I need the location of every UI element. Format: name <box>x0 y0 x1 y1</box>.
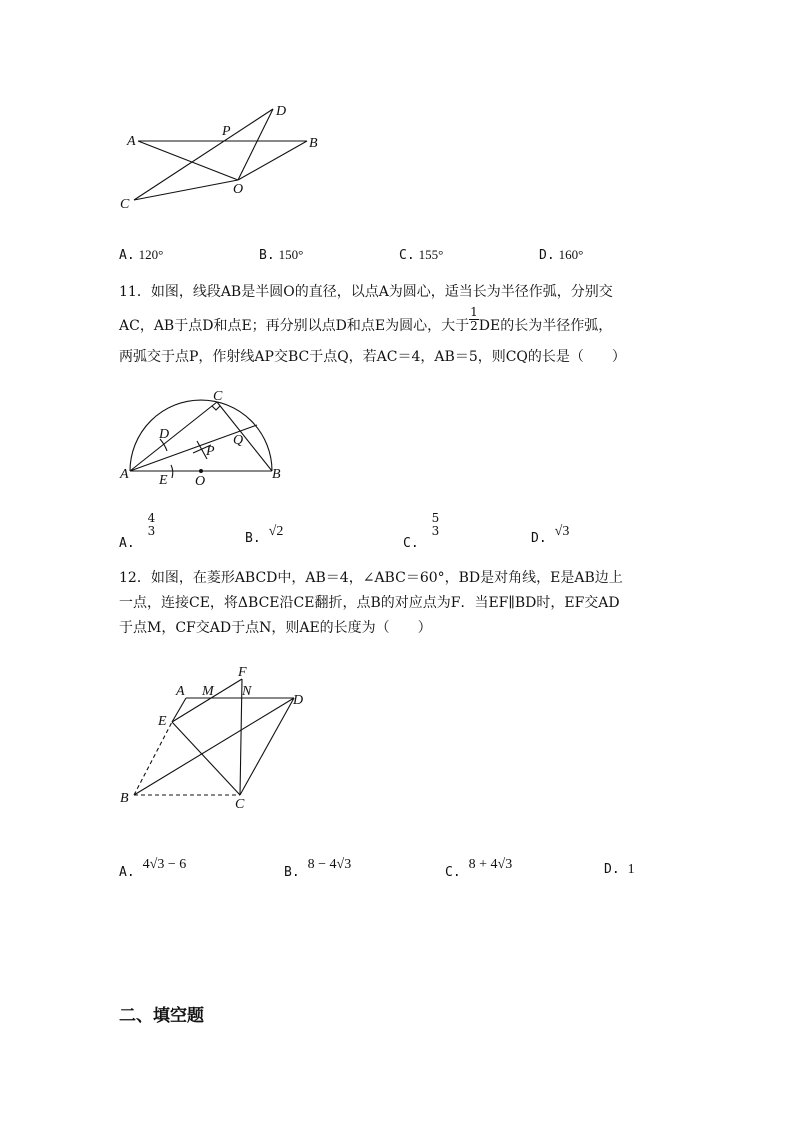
q10-option-c[interactable] <box>399 244 443 263</box>
option-value: 1 <box>627 862 635 877</box>
q11-option-a[interactable] <box>119 511 156 551</box>
option-value: 4√3 − 6 <box>142 857 187 872</box>
option-letter: D. <box>531 531 547 546</box>
option-letter: A. <box>119 248 135 263</box>
q11-line-2b: DE的长为半径作弧， <box>478 318 613 334</box>
option-fraction <box>147 512 157 538</box>
segment-DO <box>238 109 273 180</box>
label-A: A <box>127 134 136 149</box>
diagonal-BD <box>134 698 294 795</box>
fraction-denominator: 3 <box>147 524 156 538</box>
label-D: D <box>159 427 170 442</box>
q10-option-b[interactable] <box>259 244 303 263</box>
q12-option-a[interactable] <box>119 853 187 880</box>
option-letter: D. <box>539 248 555 263</box>
label-O: O <box>195 474 206 489</box>
option-value: 120° <box>138 247 164 262</box>
option-value: 150° <box>278 247 304 262</box>
figure-q12 <box>110 662 320 817</box>
side-DC <box>240 698 294 795</box>
figure-q11 <box>115 385 295 490</box>
label-O: O <box>233 182 244 197</box>
q10-option-a[interactable] <box>119 244 163 263</box>
segment-AO <box>138 141 238 180</box>
label-C: C <box>235 797 245 812</box>
segment-EC <box>172 722 240 795</box>
label-E: E <box>159 473 168 488</box>
label-P: P <box>206 444 215 459</box>
label-M: M <box>202 684 214 699</box>
option-letter: B. <box>259 248 275 263</box>
label-Q: Q <box>233 433 244 448</box>
option-letter: B. <box>245 531 261 546</box>
option-value: √2 <box>268 524 284 539</box>
label-C: C <box>120 197 130 212</box>
fraction-numerator: 5 <box>431 511 440 525</box>
q11-option-d[interactable] <box>531 520 570 546</box>
q11-line-1: 11．如图，线段AB是半圆O的直径，以点A为圆心，适当长为半径作弧，分别交 <box>119 284 613 300</box>
center-dot-O <box>199 469 203 473</box>
option-letter: C. <box>445 865 461 880</box>
option-letter: D. <box>604 862 620 877</box>
q12-option-b[interactable] <box>284 853 352 880</box>
label-N: N <box>242 684 252 699</box>
option-letter: C. <box>399 248 415 263</box>
option-value: 160° <box>558 247 584 262</box>
label-F: F <box>238 665 247 680</box>
segment-AC <box>130 402 217 471</box>
label-B: B <box>272 467 281 482</box>
q12-line-2: 一点，连接CE，将ΔBCE沿CE翻折，点B的对应点为F．当EF∥BD时，EF交AD <box>119 595 620 611</box>
option-letter: A. <box>119 865 135 880</box>
fraction-one-half <box>469 306 479 333</box>
fraction-denominator: 2 <box>470 318 478 333</box>
segment-BO <box>238 141 307 180</box>
figure-q10 <box>110 98 330 218</box>
fraction-numerator: 4 <box>147 511 156 525</box>
label-C: C <box>213 389 223 404</box>
q12-line-1: 12．如图，在菱形ABCD中，AB＝4，∠ABC＝60°，BD是对角线，E是AB边上 <box>119 570 623 586</box>
label-B: B <box>120 791 129 806</box>
label-E: E <box>158 714 167 729</box>
option-letter: B. <box>284 865 300 880</box>
label-A: A <box>120 467 129 482</box>
option-letter: C. <box>403 535 419 551</box>
q11-line-3: 两弧交于点P，作射线AP交BC于点Q，若AC＝4，AB＝5，则CQ的长是（ ） <box>119 349 626 365</box>
section-heading: 二、填空题 <box>119 1006 204 1026</box>
option-value: √3 <box>554 524 570 539</box>
right-angle-mark <box>212 406 220 410</box>
option-value: 155° <box>418 247 444 262</box>
q12-option-d[interactable] <box>604 858 635 878</box>
label-B: B <box>309 136 318 151</box>
fraction-denominator: 3 <box>431 524 440 538</box>
label-A: A <box>176 684 185 699</box>
option-value: 8 + 4√3 <box>468 857 513 872</box>
label-P: P <box>222 124 231 139</box>
option-fraction <box>431 512 441 538</box>
q10-option-d[interactable] <box>539 244 583 263</box>
side-AE <box>172 698 186 722</box>
q11-option-c[interactable] <box>403 511 440 551</box>
q11-option-b[interactable] <box>245 520 284 546</box>
q12-line-3: 于点M，CF交AD于点N，则AE的长度为（ ） <box>119 620 432 636</box>
q12-option-c[interactable] <box>445 853 513 880</box>
label-D: D <box>293 693 304 708</box>
ray-AP <box>130 425 257 471</box>
fraction-numerator: 1 <box>470 304 478 319</box>
label-D: D <box>276 104 287 119</box>
option-value: 8 − 4√3 <box>307 857 352 872</box>
semicircle-arc <box>130 400 272 471</box>
q11-line-2a: AC，AB于点D和点E；再分别以点D和点E为圆心，大于 <box>119 318 470 334</box>
q11-line-2 <box>119 304 613 336</box>
option-letter: A. <box>119 535 135 551</box>
